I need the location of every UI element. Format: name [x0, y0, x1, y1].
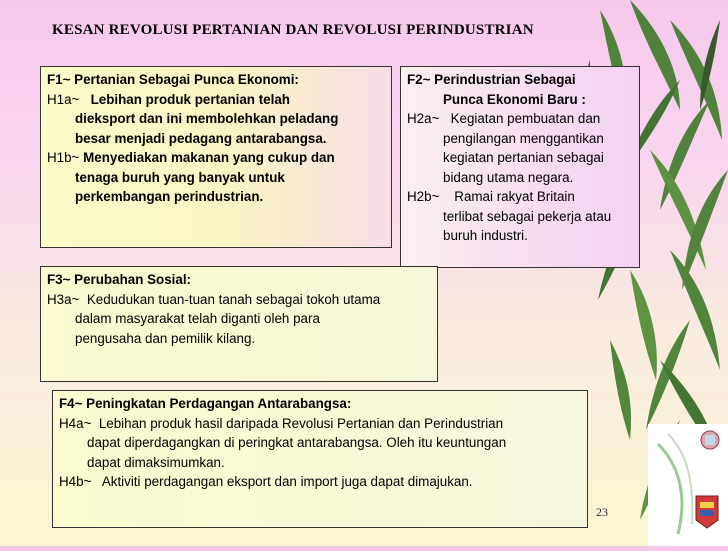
h3a-line-1: Kedudukan tuan-tuan tanah sebagai tokoh utama [86, 291, 381, 307]
emblem-icons [648, 424, 728, 546]
h2a-line-1: Kegiatan pembuatan dan [450, 111, 601, 126]
h4a-line-1: Lebihan produk hasil daripada Revolusi Pertanian dan Perindustrian [98, 415, 504, 431]
box-f4-trade [52, 390, 588, 528]
h1b-line-3: perkembangan perindustrian. [75, 189, 264, 204]
f2-heading-line-1: F2~ Perindustrian Sebagai [407, 72, 576, 87]
school-logo-panel [648, 424, 728, 546]
h2b-line-3: buruh industri. [443, 228, 528, 243]
h1a-code: H1a~ [47, 91, 80, 107]
box-f1-agriculture [40, 66, 392, 248]
f4-heading: F4~ Peningkatan Perdagangan Antarabangsa: [59, 396, 352, 411]
h2a-code: H2a~ [407, 111, 440, 126]
h4b-line-1: Aktiviti perdagangan eksport dan import juga dapat dimajukan. [101, 474, 473, 489]
h2a-line-4: bidang utama negara. [443, 169, 574, 185]
h2b-line-2: terlibat sebagai pekerja atau [443, 208, 612, 224]
h1b-line-1: Menyediakan makanan yang cukup dan [83, 150, 335, 165]
h1a-line-1: Lebihan produk pertanian telah [90, 91, 290, 107]
h1a-line-2: dieksport dan ini membolehkan peladang [75, 111, 339, 126]
f3-heading: F3~ Perubahan Sosial: [47, 272, 191, 287]
h1b-line-2: tenaga buruh yang banyak untuk [75, 169, 285, 185]
f1-heading: F1~ Pertanian Sebagai Punca Ekonomi: [47, 72, 299, 87]
h2b-line-1: Ramai rakyat Britain [454, 189, 575, 204]
h4a-line-3: dapat dimaksimumkan. [87, 454, 225, 470]
page-number: 23 [596, 505, 608, 519]
h3a-line-2: dalam masyarakat telah diganti oleh para [75, 311, 320, 326]
h1a-line-3: besar menjadi pedagang antarabangsa. [75, 130, 327, 146]
slide-title: KESAN REVOLUSI PERTANIAN DAN REVOLUSI PERINDUSTRIAN [52, 22, 534, 38]
h2a-line-3: kegiatan pertanian sebagai [443, 150, 604, 165]
box-f2-industry [400, 66, 640, 268]
h2b-code: H2b~ [407, 189, 440, 204]
h4b-code: H4b~ [59, 474, 92, 489]
h3a-code: H3a~ [47, 291, 80, 307]
h2a-line-2: pengilangan menggantikan [443, 130, 604, 146]
f2-heading-line-2: Punca Ekonomi Baru : [443, 91, 586, 107]
h4a-code: H4a~ [59, 415, 92, 431]
h3a-line-3: pengusaha dan pemilik kilang. [75, 330, 256, 346]
box-f3-social [40, 266, 438, 382]
h4a-line-2: dapat diperdagangkan di peringkat antarabangsa. Oleh itu keuntungan [87, 435, 507, 450]
h1b-code: H1b~ [47, 150, 80, 165]
